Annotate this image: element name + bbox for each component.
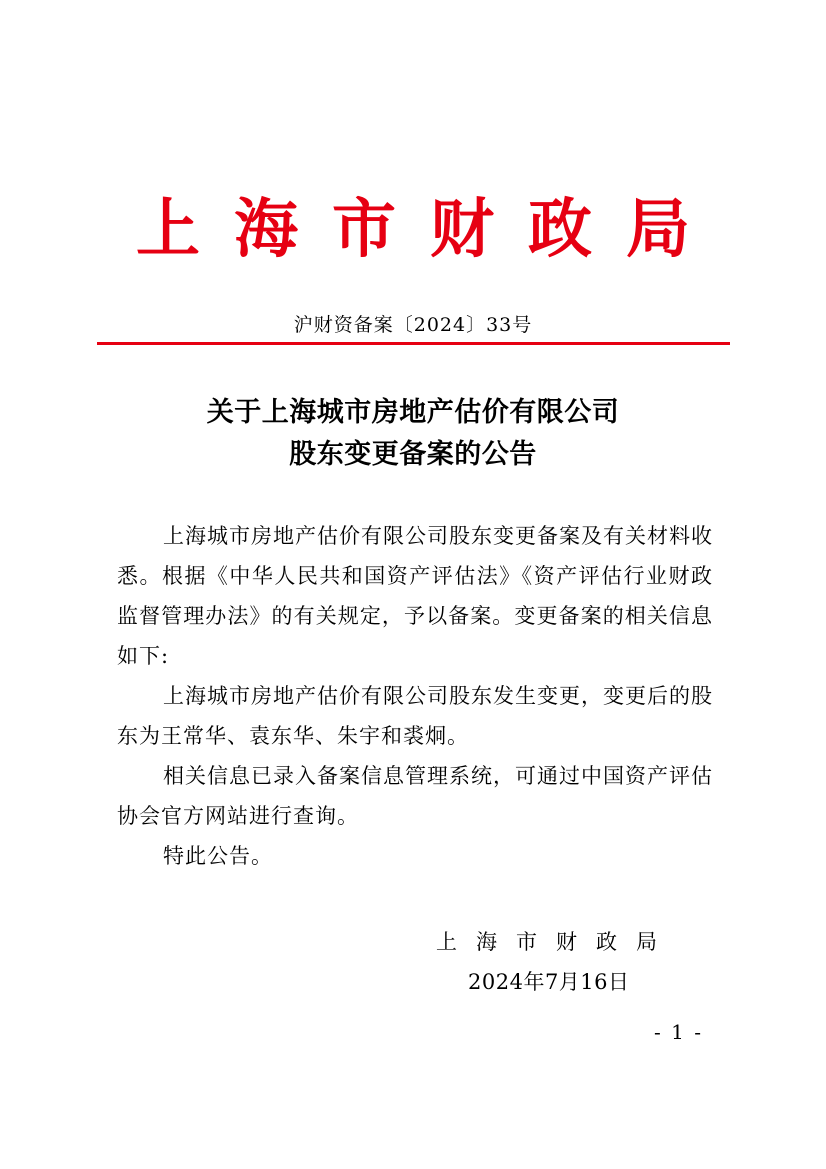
body-paragraph: 上海城市房地产估价有限公司股东变更备案及有关材料收悉。根据《中华人民共和国资产评估法》《资产评估行业财政监督管理办法》的有关规定，予以备案。变更备案的相关信息如下: [117,524,713,668]
signature-date: 2024年7月16日 [468,970,630,994]
document-number: 沪财资备案〔2024〕33号 [293,314,533,336]
signature-organization: 上海市财政局 [436,930,676,954]
notice-title-line-1: 关于上海城市房地产估价有限公司 [206,397,620,428]
red-divider-line [97,342,730,345]
page-number: - 1 - [654,1020,703,1044]
notice-title [0,392,826,476]
masthead-title: 上海市财政局 [136,192,724,267]
body-paragraph: 上海城市房地产估价有限公司股东发生变更，变更后的股东为王常华、袁东华、朱宇和裘炯。 [117,684,713,748]
body-paragraph: 相关信息已录入备案信息管理系统，可通过中国资产评估协会官方网站进行查询。 [117,764,713,828]
notice-title-line-2: 股东变更备案的公告 [289,439,537,470]
body-paragraph: 特此公告。 [163,844,273,868]
notice-body [117,516,713,876]
